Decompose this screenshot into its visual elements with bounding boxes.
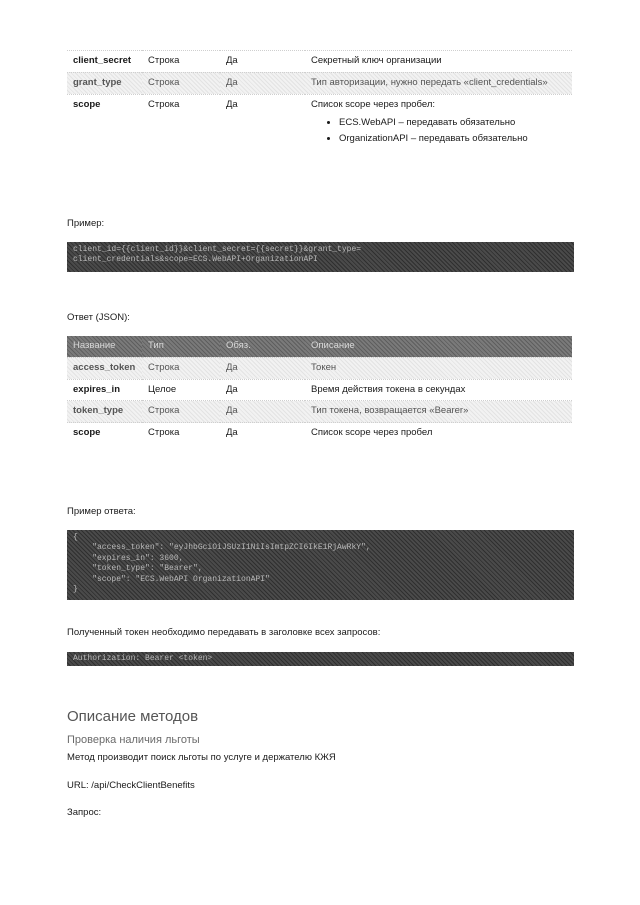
section-title: Описание методов: [67, 708, 199, 725]
param-type: Строка: [142, 94, 220, 153]
example-label: Пример:: [67, 218, 105, 229]
param-type: Строка: [142, 51, 220, 73]
method-url: URL: /api/CheckClientBenefits: [67, 780, 195, 791]
table-header-row: [67, 336, 572, 357]
field-name: expires_in: [67, 379, 142, 401]
params-table: [67, 50, 572, 153]
param-type: Строка: [142, 72, 220, 94]
response-example-label: Пример ответа:: [67, 506, 136, 517]
param-name: client_secret: [67, 51, 142, 73]
header-instruction: Полученный токен необходимо передавать в заголовке всех запросов:: [67, 627, 381, 638]
param-desc: [305, 94, 572, 153]
column-header: Описание: [305, 336, 572, 357]
table-row: [67, 379, 572, 401]
field-type: Строка: [142, 401, 220, 423]
list-item: • OrganizationAPI – передавать обязательно: [339, 133, 566, 146]
request-label: Запрос:: [67, 807, 102, 818]
param-name: grant_type: [67, 72, 142, 94]
table-row: [67, 423, 572, 444]
field-name: scope: [67, 423, 142, 444]
field-desc: Время действия токена в секундах: [305, 379, 572, 401]
response-table: [67, 336, 572, 444]
example-code-block: client_id={{client_id}}&client_secret={{secret}}&grant_type= client_credentials&scope=ECS.WebAPI+OrganizationAPI: [67, 242, 574, 272]
field-desc: Токен: [305, 357, 572, 379]
scope-list: [311, 117, 566, 146]
field-required: Да: [220, 423, 305, 444]
param-desc: Тип авторизации, нужно передать «client_credentials»: [305, 72, 572, 94]
field-required: Да: [220, 401, 305, 423]
list-item: • ECS.WebAPI – передавать обязательно: [339, 117, 566, 130]
param-required: Да: [220, 94, 305, 153]
table-row: [67, 357, 572, 379]
response-label: Ответ (JSON):: [67, 312, 130, 323]
param-required: Да: [220, 51, 305, 73]
table-row: [67, 94, 572, 153]
field-name: access_token: [67, 357, 142, 379]
table-row: [67, 51, 572, 73]
field-required: Да: [220, 357, 305, 379]
field-type: Целое: [142, 379, 220, 401]
field-desc: Тип токена, возвращается «Bearer»: [305, 401, 572, 423]
method-description: Метод производит поиск льготы по услуге и держателю КЖЯ: [67, 752, 336, 763]
column-header: Обяз.: [220, 336, 305, 357]
scope-intro: Список scope через пробел:: [311, 98, 436, 110]
field-type: Строка: [142, 357, 220, 379]
column-header: Название: [67, 336, 142, 357]
param-desc: Секретный ключ организации: [305, 51, 572, 73]
field-name: token_type: [67, 401, 142, 423]
field-type: Строка: [142, 423, 220, 444]
column-header: Тип: [142, 336, 220, 357]
param-required: Да: [220, 72, 305, 94]
field-desc: Список scope через пробел: [305, 423, 572, 444]
subsection-title: Проверка наличия льготы: [67, 734, 200, 746]
table-row: [67, 401, 572, 423]
table-row: [67, 72, 572, 94]
header-code-block: Authorization: Bearer <token>: [67, 652, 574, 666]
param-name: scope: [67, 94, 142, 153]
response-example-code-block: { "access_token": "eyJhbGciOiJSUzI1NiIsImtpZCI6IkE1RjAwRkY", "expires_in": 3600, "token_type": "Bearer", "scope": "ECS.WebAPI OrganizationAPI" }: [67, 530, 574, 600]
field-required: Да: [220, 379, 305, 401]
